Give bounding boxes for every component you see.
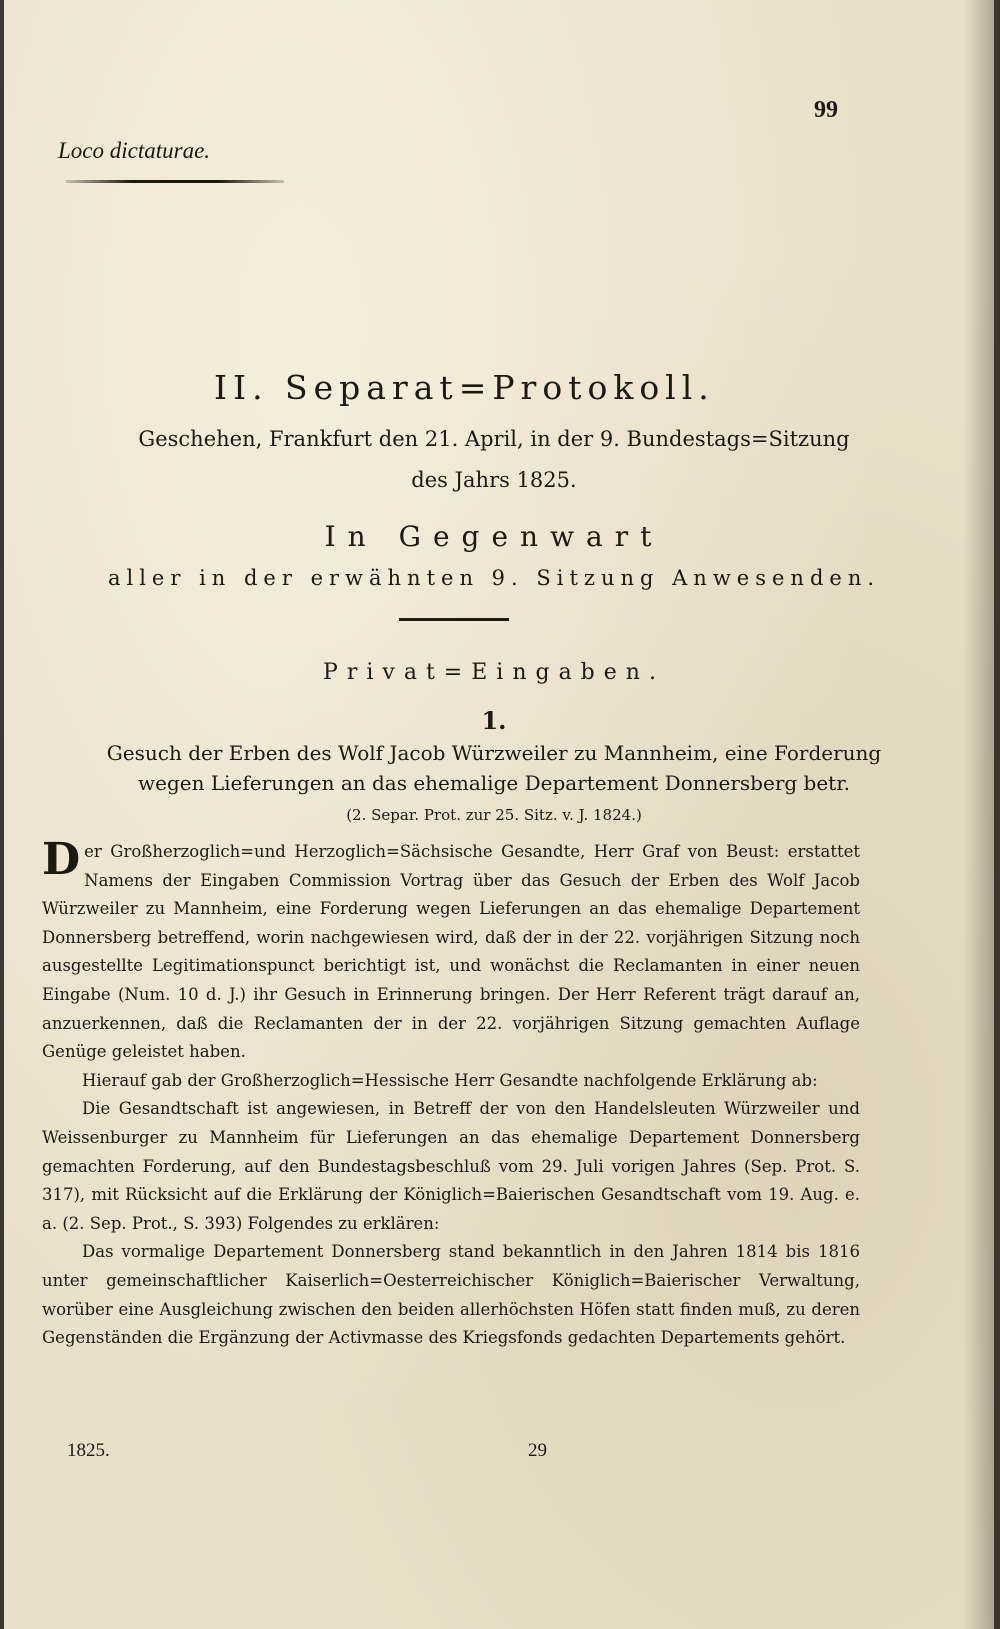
page-edge-shadow [964,0,994,1629]
item-reference: (2. Separ. Prot. zur 25. Sitz. v. J. 1824.) [346,806,642,824]
item-number: 1. [481,706,507,735]
protocol-title: II. Separat=Protokoll. [214,368,715,407]
presence-heading: In Gegenwart [324,520,664,553]
section-divider [399,618,509,621]
section-heading: Privat=Eingaben. [323,660,665,685]
drop-cap: D [42,834,81,885]
paragraph-report-text: er Großherzoglich=und Herzoglich=Sächsische Gesandte, Herr Graf von Beust: erstattet Namens der Eingaben Commission Vortrag über das Gesuch der Erben des Wolf Jacob Würzweiler zu Mannheim, eine Forderung wegen Lieferungen an das ehemalige Departement Donnersberg betreffend, worin nachgewiesen wird, daß der in der 22. vorjährigen Sitzung noch ausgestellte Legitimationspunct berichtigt ist, und wonächst die Reclamanten in einer neuen Eingabe (Num. 10 d. J.) ihr Gesuch in Erinnerung bringen. Der Herr Referent trägt darauf an, anzuerkennen, daß die Reclamanten der in der 22. vorjährigen Sitzung gemachten Auflage Genüge geleistet haben. [42,842,860,1062]
paragraph-departement: Das vormalige Departement Donnersberg stand bekanntlich in den Jahren 1814 bis 1816 unter gemeinschaftlicher Kaiserlich=Oesterreichischer Königlich=Baierischer Verwaltung, worüber eine Ausgleichung zwischen den beiden allerhöchsten Höfen statt finden muß, zu deren Gegenständen die Ergänzung der Activmasse des Kriegsfonds gedachten Departements gehört. [42,1242,860,1348]
footer-signature-mark: 29 [528,1440,547,1461]
page-number: 99 [814,97,838,123]
item-title-line-1: Gesuch der Erben des Wolf Jacob Würzweiler zu Mannheim, eine Forderung [106,741,882,765]
paragraph-declaration: Die Gesandtschaft ist angewiesen, in Betreff der von den Handelsleuten Würzweiler und Weissenburger zu Mannheim für Lieferungen an das ehemalige Departement Donnersberg gemachten Forderung, auf den Bundestagsbeschluß vom 29. Juli vorigen Jahres (Sep. Prot. S. 317), mit Rücksicht auf die Erklärung der Königlich=Baierischen Gesandtschaft vom 19. Aug. e. a. (2. Sep. Prot., S. 393) Folgendes zu erklären: [42,1099,860,1233]
loco-dictaturae-label: Loco dictaturae. [58,138,211,163]
presence-detail: aller in der erwähnten 9. Sitzung Anwesenden. [107,566,881,590]
session-line-1: Geschehen, Frankfurt den 21. April, in der 9. Bundestags=Sitzung [138,427,850,451]
body-text [42,834,860,1353]
session-line-2: des Jahrs 1825. [411,468,577,492]
header-rule [66,180,284,183]
paragraph-declaration-intro: Hierauf gab der Großherzoglich=Hessische Herr Gesandte nachfolgende Erklärung ab: [82,1070,818,1090]
paragraph-report [42,834,860,1067]
footer-year: 1825. [67,1440,110,1461]
document-page [4,0,994,1629]
item-title-line-2: wegen Lieferungen an das ehemalige Departement Donnersberg betr. [138,771,850,795]
